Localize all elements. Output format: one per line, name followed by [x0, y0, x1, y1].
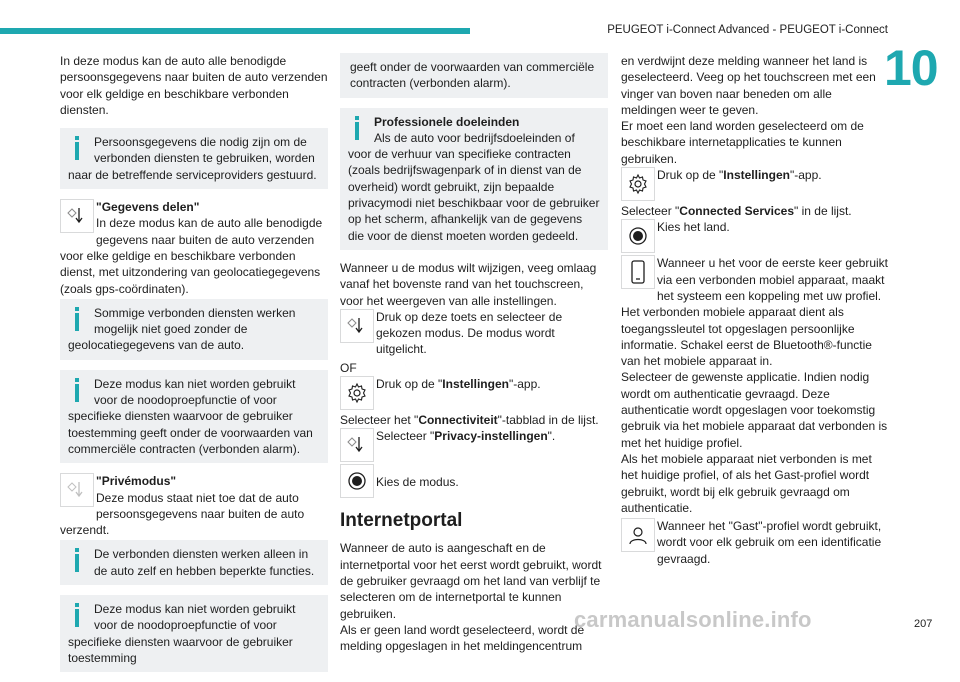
info-note-text: Sommige verbonden diensten werken mogelijk niet goed zonder de geolocatiegegevens van de auto. [68, 305, 296, 353]
header-accent-bar [0, 28, 470, 34]
step-privacy-settings [340, 428, 608, 462]
mobile-phone-icon [621, 255, 655, 289]
section-heading: Internetportal [340, 510, 463, 532]
info-icon [72, 548, 86, 572]
step-text: Kies het land. [657, 220, 730, 235]
radio-selected-icon [340, 464, 374, 498]
info-note-text: Deze modus kan niet worden gebruikt voor de noodoproepfunctie of voor specifieke diensten waarvoor de gebruiker toestemming geeft onder de voorwaarden van commerciële contracten (verbonden alarm). [68, 376, 313, 456]
private-mode-block [60, 473, 328, 538]
step-settings-app [340, 376, 608, 410]
info-icon [72, 378, 86, 402]
intro-paragraph: In deze modus kan de auto alle benodigde persoonsgegevens naar buiten de auto verzenden voor elk geldige en beschikbare verbonden diensten. [60, 54, 328, 117]
share-data-block [60, 199, 328, 297]
touch-swipe-icon [340, 428, 374, 462]
or-label: OF [340, 360, 357, 375]
select-service-paragraph [621, 203, 889, 219]
info-note [60, 595, 328, 672]
step-text-bold: Instellingen [723, 168, 790, 183]
info-icon [352, 116, 366, 140]
step-text-bold: Privacy-instellingen [434, 429, 548, 444]
step-guest-profile [621, 518, 889, 567]
continuation-paragraph: en verdwijnt deze melding wanneer het land is geselecteerd. Veeg op het touchscreen met een vinger van boven naar beneden om alle meldingen weer te geven. [621, 54, 876, 117]
info-note-text: Persoonsgegevens die nodig zijn om de verbonden diensten te gebruiken, worden naar de betreffende serviceproviders gestuurd. [68, 135, 317, 182]
share-text: In deze modus kan de auto alle benodigde gegevens naar buiten de auto verzenden voor elke geldige en beschikbare verbonden dienst, met uitzondering van geolocatiegegevens (zoals gps-coördinaten). [60, 216, 323, 296]
step-text-post: ". [547, 429, 556, 444]
portal-paragraph: Wanneer de auto is aangeschaft en de internetportal voor het eerst wordt gebruikt, wordt de gebruiker gevraagd om het land van verblijf te selecteren om de internetportal te kunnen gebruiken. [340, 541, 602, 621]
professional-note [340, 108, 608, 250]
step-text-b: Selecteer de gewenste applicatie. Indien nodig wordt om authenticatie gevraagd. Deze authenticatie wordt opgeslagen voor toekomstig gebruik via het mobiele apparaat dat verbonden is met het huidige profiel. [621, 370, 888, 450]
info-note [60, 540, 328, 585]
info-note-continued [340, 53, 608, 98]
watermark: carmanualsonline.info [574, 607, 812, 632]
step-text-pre: Druk op de " [376, 377, 443, 392]
professional-title: Professionele doeleinden [374, 114, 520, 129]
step-press-key [340, 309, 608, 358]
select-tab-paragraph [340, 412, 608, 428]
select-bold: Connected Services [679, 204, 795, 219]
settings-gear-icon [621, 167, 655, 201]
select-pre: Selecteer " [621, 204, 680, 219]
info-note [60, 370, 328, 463]
step-text: Wanneer u het voor de eerste keer gebruikt via een verbonden mobiel apparaat, maakt het systeem een koppeling met uw profiel. Het verbonden mobiele apparaat dient als toegangssleutel tot opgeslagen persoonlijke informatie. Schakel eerst de Bluetooth®-functie van het mobiele apparaat in. [621, 256, 889, 369]
step-text: Wanneer het "Gast"-profiel wordt gebruikt, wordt voor elk gebruik om een identificatie gevraagd. [657, 519, 882, 566]
select-post: " in de lijst. [794, 204, 852, 219]
touch-swipe-icon [340, 309, 374, 343]
settings-gear-icon [340, 376, 374, 410]
info-icon [72, 603, 86, 627]
column-3 [621, 53, 889, 569]
select-tab-bold: Connectiviteit [418, 413, 498, 428]
private-title: "Privémodus" [96, 474, 177, 489]
select-tab-pre: Selecteer het " [340, 413, 419, 428]
chapter-number: 10 [884, 40, 938, 96]
step-text-pre: Druk op de " [657, 168, 724, 183]
private-text: Deze modus staat niet toe dat de auto persoonsgegevens naar buiten de auto verzendt. [60, 490, 305, 538]
info-note-text: geeft onder de voorwaarden van commerciële contracten (verbonden alarm). [350, 60, 595, 91]
step-text: Druk op deze toets en selecteer de gekozen modus. De modus wordt uitgelicht. [376, 309, 563, 357]
step-text-pre: Selecteer " [376, 429, 435, 444]
select-tab-post: "-tabblad in de lijst. [497, 413, 599, 428]
page-number: 207 [914, 618, 933, 630]
radio-selected-icon [621, 219, 655, 253]
step-text: Kies de modus. [376, 475, 459, 490]
info-icon [72, 136, 86, 160]
step-mobile-device [621, 255, 889, 516]
country-required-paragraph: Er moet een land worden geselecteerd om de beschikbare internetapplicaties te kunnen gebruiken. [621, 119, 864, 166]
step-choose-country [621, 219, 889, 253]
step-text-bold: Instellingen [442, 377, 509, 392]
info-note-text: De verbonden diensten werken alleen in de auto zelf en hebben beperkte functies. [94, 547, 315, 578]
user-profile-icon [621, 518, 655, 552]
step-text-c: Als het mobiele apparaat niet verbonden is met het huidige profiel, of als het Gast-profiel wordt gebruikt, wordt bij elk gebruik gevraagd om authenticatie. [621, 451, 872, 515]
change-mode-paragraph: Wanneer u de modus wilt wijzigen, veeg omlaag vanaf het bovenste rand van het touchscreen, voor het weergeven van alle instellingen. [340, 260, 597, 308]
touch-swipe-icon [60, 199, 94, 233]
info-note-text: Deze modus kan niet worden gebruikt voor de noodoproepfunctie of voor specifieke diensten waarvoor de gebruiker toestemming [68, 602, 296, 665]
info-note [60, 128, 328, 189]
info-icon [72, 307, 86, 331]
step-settings-app [621, 167, 889, 201]
step-choose-mode [340, 464, 608, 498]
portal-paragraph-2: Als er geen land wordt geselecteerd, wordt de melding opgeslagen in het meldingencentrum [340, 622, 585, 654]
touch-swipe-icon [60, 473, 94, 507]
step-text-post: "-app. [508, 377, 541, 392]
professional-text: Als de auto voor bedrijfsdoeleinden of voor de verhuur van specifieke contracten (zoals bedrijfswagenpark of in dienst van de overheid) wordt gebruikt, zijn bepaalde privacymodi niet beschikbaar voor de gebruiker op het scherm, afhankelijk van de gegevens die voor de dienst moeten worden gedeeld. [348, 130, 600, 243]
column-2 [340, 53, 608, 654]
step-text-post: "-app. [789, 168, 822, 183]
share-title: "Gegevens delen" [96, 200, 200, 215]
column-1 [60, 53, 328, 682]
info-note [60, 299, 328, 360]
page-header-title: PEUGEOT i-Connect Advanced - PEUGEOT i-Connect [607, 24, 888, 36]
